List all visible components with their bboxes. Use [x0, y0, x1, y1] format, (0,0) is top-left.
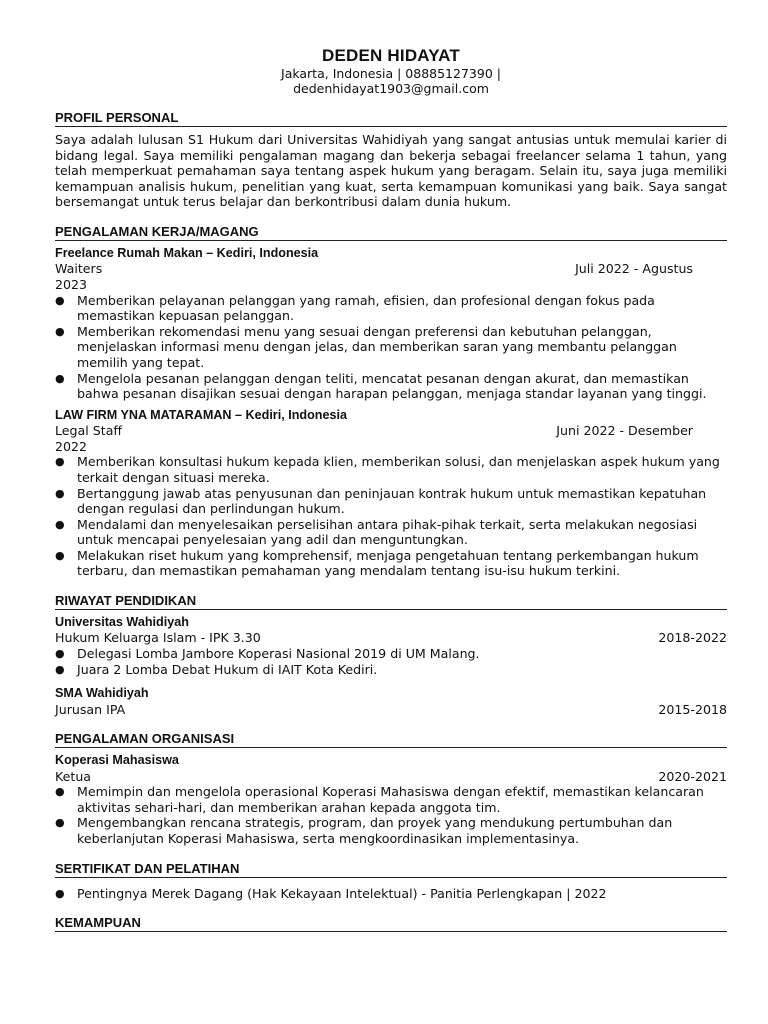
section-title-certificates: SERTIFIKAT DAN PELATIHAN — [55, 861, 727, 878]
experience-entry — [55, 408, 727, 579]
education-entry — [55, 686, 727, 717]
profile-text: Saya adalah lulusan S1 Hukum dari Universitas Wahidiyah yang sangat antusias untuk memulai karier di bidang legal. Saya memiliki pengalaman magang dan bekerja sebagai freelancer selama 1 tahun, yang telah memperkuat pemahaman saya tentang aspek hukum yang beragam. Selain itu, saya juga memiliki kemampuan analisis hukum, penelitian yang kuat, serta kemampuan komunikasi yang baik. Saya sangat bersemangat untuk terus belajar dan berkontribusi dalam dunia hukum. — [55, 132, 727, 210]
organization-name: Koperasi Mahasiswa — [55, 753, 179, 768]
job-date: Juni 2022 - Desember — [556, 423, 693, 439]
job-role: Waiters — [55, 261, 103, 277]
list-item: ● Pentingnya Merek Dagang (Hak Kekayaan Intelektual) - Panitia Perlengkapan | 2022 — [55, 885, 607, 901]
job-role: Legal Staff — [55, 423, 123, 439]
list-item: ● Bertanggung jawab atas penyusunan dan peninjauan kontrak hukum untuk memastikan kepatuhan dengan regulasi dan perlindungan hukum. — [55, 485, 707, 517]
job-bullets — [55, 293, 727, 402]
bullet-icon: ● — [55, 293, 65, 307]
school-program: Hukum Keluarga Islam - IPK 3.30 — [55, 630, 261, 646]
job-date: Juli 2022 - Agustus — [575, 261, 693, 277]
list-item: ● Memberikan pelayanan pelanggan yang ramah, efisien, dan profesional dengan fokus pada memastikan kepuasan pelanggan. — [55, 292, 655, 324]
list-item: ● Delegasi Lomba Jambore Koperasi Nasional 2019 di UM Malang. — [55, 646, 480, 662]
bullet-icon: ● — [55, 647, 65, 661]
bullet-icon: ● — [55, 662, 65, 676]
list-item: ● Memberikan konsultasi hukum kepada klien, memberikan solusi, dan menjelaskan aspek hukum yang terkait dengan situasi mereka. — [55, 454, 720, 485]
education-entry — [55, 615, 727, 677]
experience-entry — [55, 246, 727, 402]
bullet-icon: ● — [55, 324, 65, 338]
list-item: ● Mengembangkan rencana strategis, program, dan proyek yang mendukung pertumbuhan dan keberlanjutan Koperasi Mahasiswa, serta mengkoordinasikan implementasinya. — [55, 815, 673, 847]
list-item: ● Mengelola pesanan pelanggan dengan teliti, mencatat pesanan dengan akurat, dan memastikan bahwa pesanan disajikan sesuai dengan harapan pelanggan, menjaga standar layanan yang tinggi. — [55, 370, 707, 402]
bullet-icon: ● — [55, 785, 65, 799]
resume-header — [55, 46, 727, 96]
bullet-icon: ● — [55, 816, 65, 830]
school-program-row — [55, 702, 727, 718]
organization-bullets — [55, 784, 727, 846]
candidate-name: DEDEN HIDAYAT — [321, 46, 460, 65]
job-bullets — [55, 454, 727, 579]
resume-page — [55, 46, 727, 937]
contact-line-1: Jakarta, Indonesia | 08885127390 | — [281, 66, 501, 81]
school-program-row — [55, 630, 727, 646]
bullet-icon: ● — [55, 455, 65, 469]
section-title-skills: KEMAMPUAN — [55, 915, 727, 932]
list-item: ● Juara 2 Lomba Debat Hukum di IAIT Kota Kediri. — [55, 661, 378, 677]
list-item: ● Memberikan rekomendasi menu yang sesuai dengan preferensi dan kebutuhan pelanggan, menjelaskan informasi menu dengan jelas, dan memberikan saran yang membantu pelanggan memilih yang tepat. — [55, 323, 677, 370]
job-date-continued: 2023 — [55, 276, 88, 292]
bullet-icon: ● — [55, 886, 65, 900]
bullet-icon: ● — [55, 371, 65, 385]
bullet-icon: ● — [55, 548, 65, 562]
section-title-organization: PENGALAMAN ORGANISASI — [55, 731, 727, 748]
section-title-experience: PENGALAMAN KERJA/MAGANG — [55, 224, 727, 241]
education-bullets — [55, 646, 727, 677]
job-company: Freelance Rumah Makan – Kediri, Indonesia — [55, 245, 319, 260]
contact-line-2: dedenhidayat1903@gmail.com — [293, 81, 489, 96]
section-title-education: RIWAYAT PENDIDIKAN — [55, 593, 727, 610]
organization-years: 2020-2021 — [658, 768, 727, 784]
school-program: Jurusan IPA — [55, 701, 126, 717]
organization-entry — [55, 753, 727, 846]
bullet-icon: ● — [55, 486, 65, 500]
school-name: SMA Wahidiyah — [55, 686, 149, 701]
job-role-row — [55, 423, 727, 439]
school-years: 2015-2018 — [658, 701, 727, 717]
list-item: ● Melakukan riset hukum yang komprehensif, menjaga pengetahuan tentang perkembangan hukum terbaru, dan memastikan pemahaman yang mendalam tentang isu-isu hukum terkini. — [55, 547, 699, 579]
certificate-bullets — [55, 886, 727, 902]
school-years: 2018-2022 — [658, 630, 727, 646]
list-item: ● Memimpin dan mengelola operasional Koperasi Mahasiswa dengan efektif, memastikan kelancaran aktivitas sehari-hari, dan memberikan arahan kepada anggota tim. — [55, 784, 704, 815]
organization-role-row — [55, 769, 727, 785]
job-date-continued: 2022 — [55, 438, 88, 454]
section-title-profile: PROFIL PERSONAL — [55, 110, 727, 127]
job-company: LAW FIRM YNA MATARAMAN – Kediri, Indonesia — [55, 407, 347, 422]
job-role-row — [55, 261, 727, 277]
organization-role: Ketua — [55, 768, 92, 784]
list-item: ● Mendalami dan menyelesaikan perselisihan antara pihak-pihak terkait, serta melakukan negosiasi untuk mencapai penyelesaian yang adil dan menguntungkan. — [55, 516, 698, 548]
school-name: Universitas Wahidiyah — [55, 615, 189, 630]
bullet-icon: ● — [55, 517, 65, 531]
